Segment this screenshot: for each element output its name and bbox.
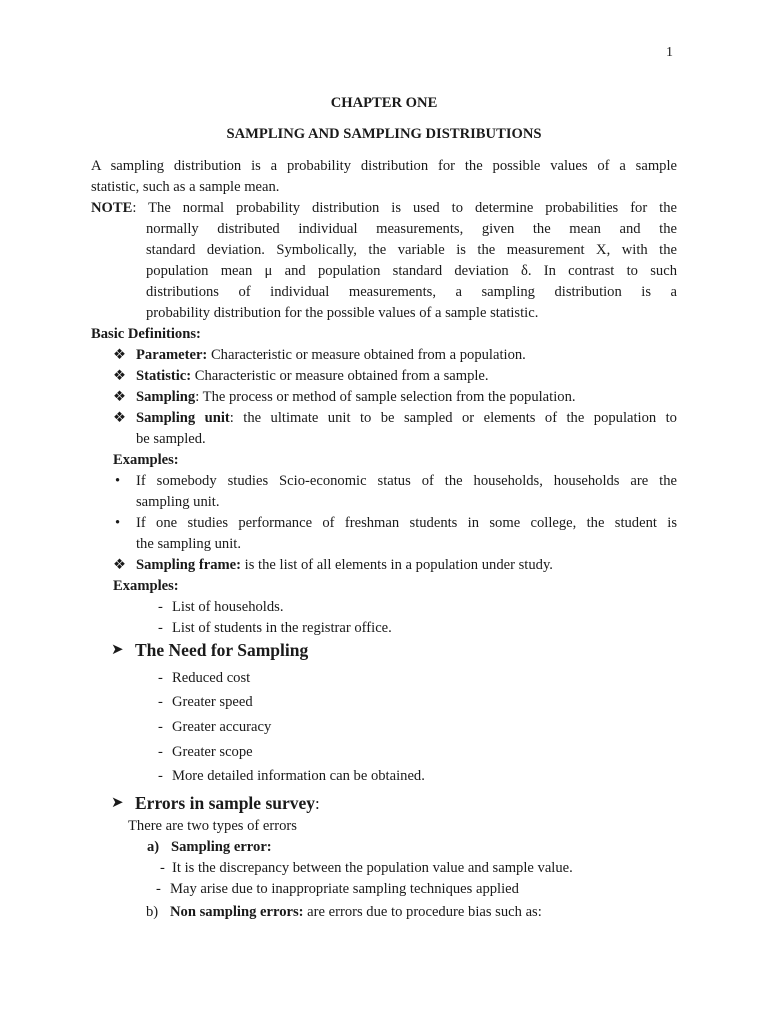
example-line: If one studies performance of freshman students in some college, the student is <box>136 515 677 531</box>
definition-statistic <box>136 366 489 387</box>
errors-intro: There are two types of errors <box>128 818 297 834</box>
examples-heading: Examples: <box>113 578 179 594</box>
section-title: SAMPLING AND SAMPLING DISTRIBUTIONS <box>226 126 542 142</box>
dash-marker: - <box>156 881 161 897</box>
need-for-sampling-heading: The Need for Sampling <box>135 640 309 660</box>
sampling-error-heading: Sampling error: <box>171 839 272 855</box>
diamond-bullet-icon: ❖ <box>113 557 127 573</box>
dash-marker: - <box>158 768 163 784</box>
list-marker-a: a) <box>147 839 160 855</box>
definition-text: Characteristic or measure obtained from a population. <box>207 347 526 363</box>
intro-line-2: statistic, such as a sample mean. <box>91 179 280 195</box>
chapter-title: CHAPTER ONE <box>330 95 438 111</box>
note-line-4: population mean μ and population standard deviation δ. In contrast to such <box>146 263 677 279</box>
definition-term: Sampling unit <box>136 410 230 426</box>
definition-term: Non sampling errors: <box>170 904 304 920</box>
definition-text: : the ultimate unit to be sampled or elements of the population to <box>229 410 677 426</box>
errors-heading-colon: : <box>315 794 320 813</box>
definition-sampling-unit <box>136 408 677 429</box>
note-line-6: probability distribution for the possible values of a sample statistic. <box>146 305 539 321</box>
definition-text: Characteristic or measure obtained from a sample. <box>191 368 489 384</box>
basic-definitions-heading: Basic Definitions: <box>91 326 201 342</box>
page-number: 1 <box>666 45 673 60</box>
examples-heading: Examples: <box>113 452 179 468</box>
note-line-2: normally distributed individual measurements, given the mean and the <box>146 221 677 237</box>
dash-marker: - <box>158 599 163 615</box>
diamond-bullet-icon: ❖ <box>113 347 127 363</box>
list-item: It is the discrepancy between the population value and sample value. <box>172 860 573 876</box>
note-line-5: distributions of individual measurements, a sampling distribution is a <box>146 284 677 300</box>
diamond-bullet-icon: ❖ <box>113 410 127 426</box>
dash-marker: - <box>158 719 163 735</box>
list-item: Greater speed <box>172 694 253 710</box>
definition-sampling-frame <box>136 555 553 576</box>
definition-term: Sampling frame: <box>136 557 241 573</box>
definition-text: : The process or method of sample selection from the population. <box>195 389 576 405</box>
example-line: If somebody studies Scio-economic status of the households, households are the <box>136 473 677 489</box>
dash-marker: - <box>158 670 163 686</box>
definition-sampling-unit-cont: be sampled. <box>136 431 206 447</box>
definition-term: Sampling <box>136 389 196 405</box>
errors-heading: Errors in sample survey <box>135 793 316 813</box>
definition-parameter <box>136 345 526 366</box>
dash-marker: - <box>160 860 165 876</box>
bullet-icon: • <box>115 515 121 531</box>
arrow-bullet-icon: ➤ <box>111 642 124 658</box>
definition-text: are errors due to procedure bias such as: <box>303 904 542 920</box>
definition-sampling <box>136 387 576 408</box>
dash-marker: - <box>158 620 163 636</box>
example-line: sampling unit. <box>136 494 220 510</box>
bullet-icon: • <box>115 473 121 489</box>
dash-marker: - <box>158 744 163 760</box>
list-item: May arise due to inappropriate sampling techniques applied <box>170 881 519 897</box>
intro-line-1: A sampling distribution is a probability distribution for the possible values of a sample <box>91 158 677 174</box>
note-text-1: : The normal probability distribution is used to determine probabilities for the <box>132 200 677 216</box>
definition-term: Parameter: <box>136 347 208 363</box>
list-item: Reduced cost <box>172 670 251 686</box>
example-line: the sampling unit. <box>136 536 241 552</box>
definition-text: is the list of all elements in a population under study. <box>241 557 553 573</box>
dash-marker: - <box>158 694 163 710</box>
list-item: List of students in the registrar office. <box>172 620 392 636</box>
list-item: Greater scope <box>172 744 253 760</box>
diamond-bullet-icon: ❖ <box>113 389 127 405</box>
definition-term: Statistic: <box>136 368 192 384</box>
errors-heading-line <box>135 793 320 816</box>
note-line-3: standard deviation. Symbolically, the variable is the measurement X, with the <box>146 242 677 258</box>
note-label: NOTE <box>91 200 133 216</box>
list-item: Greater accuracy <box>172 719 272 735</box>
list-item: More detailed information can be obtained. <box>172 768 425 784</box>
non-sampling-errors <box>170 902 542 923</box>
note-line-1 <box>91 198 677 219</box>
arrow-bullet-icon: ➤ <box>111 795 124 811</box>
diamond-bullet-icon: ❖ <box>113 368 127 384</box>
list-item: List of households. <box>172 599 284 615</box>
list-marker-b: b) <box>146 904 159 920</box>
